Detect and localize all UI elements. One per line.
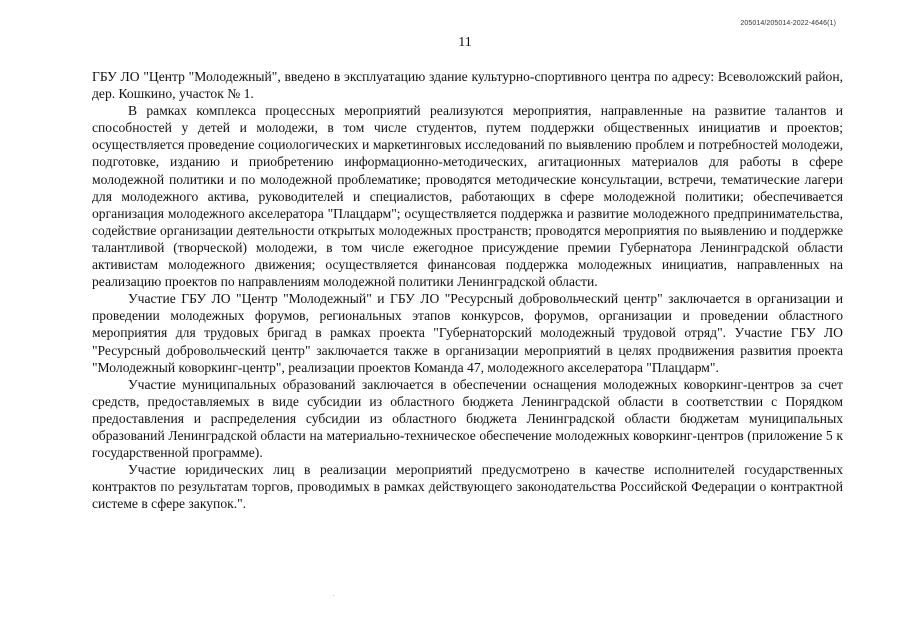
paragraph-continuation: ГБУ ЛО "Центр "Молодежный", введено в эксплуатацию здание культурно-спортивного центра по адресу: Всеволожский район, дер. Кошкино, участок № 1. [92, 69, 843, 102]
paragraph-municipal-participation: Участие муниципальных образований заключается в обеспечении оснащения молодежных коворкинг-центров за счет средств, предоставляемых в виде субсидии из областного бюджета Ленинградской области в соответствии с Порядком предоставления и распределения субсидии из областного бюджета Ленинградской области бюджетам муниципальных образований Ленинградской области на материально-техническое обеспечение молодежных коворкинг-центров (приложение 5 к государственной программе). [92, 376, 843, 461]
paragraph-gbu-participation: Участие ГБУ ЛО "Центр "Молодежный" и ГБУ ЛО "Ресурсный добровольческий центр" заключается в организации и проведении молодежных форумов, региональных этапов конкурсов, форумов, организации и проведении областного мероприятия для трудовых бригад в рамках проекта "Губернаторский молодежный трудовой отряд". Участие ГБУ ЛО "Ресурсный добровольческий центр" заключается также в организации мероприятий в целях продвижения развития проекта "Молодежный коворкинг-центр", реализации проектов Команда 47, молодежного акселератора "Плацдарм". [92, 291, 843, 375]
paragraph-process-activities: В рамках комплекса процессных мероприятий реализуются мероприятия, направленные на развитие талантов и способностей у детей и молодежи, в том числе студентов, путем поддержки общественных инициатив и проектов; осуществляется проведение социологических и маркетинговых исследований по выявлению проблем и потребностей молодежи, подготовке, изданию и приобретению информационно-методических, агитационных материалов для работы в сфере молодежной политики и по молодежной проблематике; проводятся методические консультации, встречи, тематические лагери для молодежного актива, руководителей и специалистов, работающих в сфере молодежной политики; обеспечивается организация молодежного акселератора "Плацдарм"; осуществляется поддержка и развитие молодежного предпринимательства, содействие организации деятельности открытых молодежных пространств; проводятся мероприятия по выявлению и поддержке талантливой (творческой) молодежи, в том числе ежегодное присуждение премии Губернатора Ленинградской области активистам молодежного движения; осуществляется финансовая поддержка молодежных инициатив, направленных на реализацию проектов по направлениям молодежной политики Ленинградской области. [92, 103, 843, 290]
scan-speck [333, 595, 334, 596]
document-id: 205014/205014-2022-4646(1) [740, 20, 836, 27]
document-body [92, 68, 843, 512]
page-number: 11 [458, 35, 472, 50]
paragraph-legal-entities-participation: Участие юридических лиц в реализации мероприятий предусмотрено в качестве исполнителей государственных контрактов по результатам торгов, проводимых в рамках действующего законодательства Российской Федерации о контрактной системе в сфере закупок.". [92, 462, 843, 512]
